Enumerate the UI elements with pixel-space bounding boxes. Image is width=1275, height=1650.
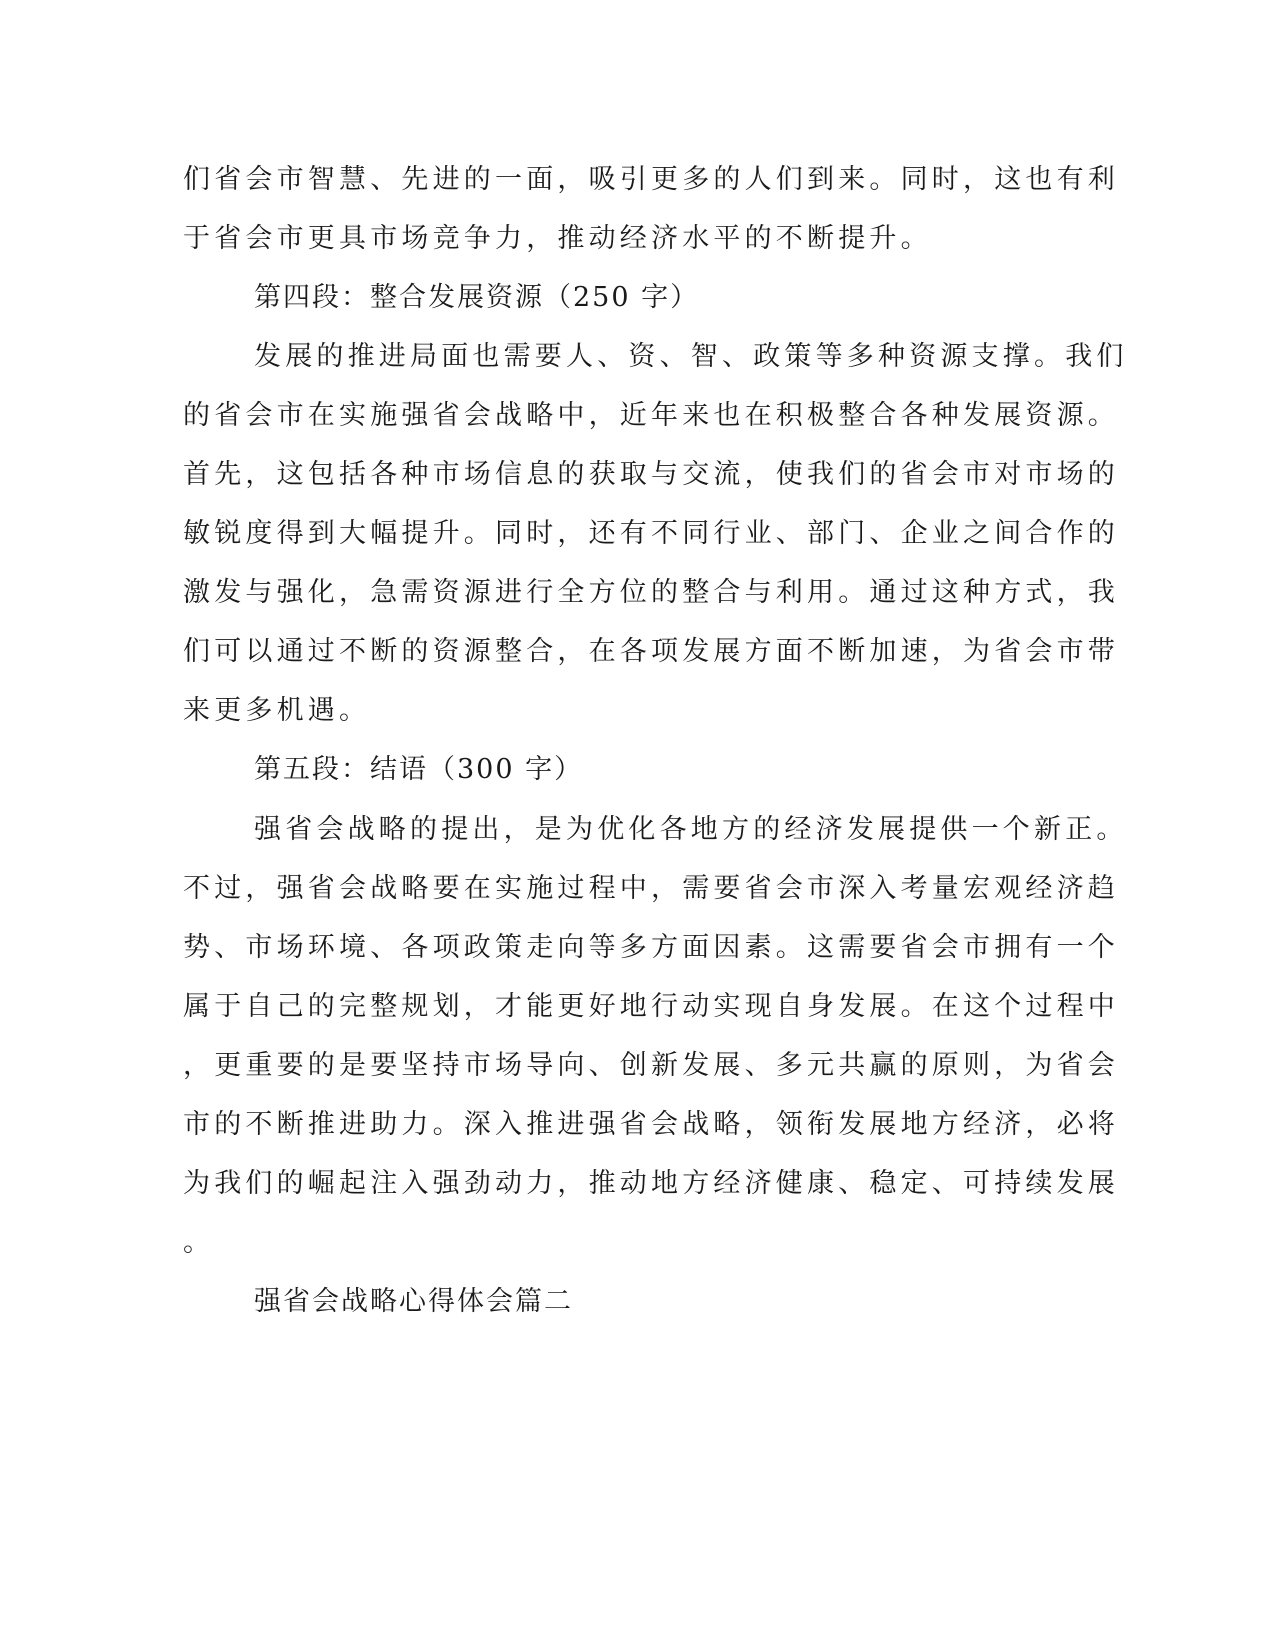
body-text-line: 们省会市智慧、先进的一面，吸引更多的人们到来。同时，这也有利 [183,164,1119,195]
body-text-line: 的省会市在实施强省会战略中，近年来也在积极整合各种发展资源。 [183,400,1119,431]
body-text-line: 势、市场环境、各项政策走向等多方面因素。这需要省会市拥有一个 [183,932,1119,963]
body-text-line: 敏锐度得到大幅提升。同时，还有不同行业、部门、企业之间合作的 [183,518,1119,549]
body-text-line: 为我们的崛起注入强劲动力，推动地方经济健康、稳定、可持续发展 [183,1168,1119,1199]
body-text-line: 们可以通过不断的资源整合，在各项发展方面不断加速，为省会市带 [183,636,1119,667]
body-text-line: 不过，强省会战略要在实施过程中，需要省会市深入考量宏观经济趋 [183,873,1119,904]
article-title-part-two: 强省会战略心得体会篇二 [254,1286,573,1317]
body-text-line: 发展的推进局面也需要人、资、智、政策等多种资源支撑。我们 [254,341,1128,372]
body-text-line: 激发与强化，急需资源进行全方位的整合与利用。通过这种方式，我 [183,577,1119,608]
body-text-line: 首先，这包括各种市场信息的获取与交流，使我们的省会市对市场的 [183,459,1119,490]
body-text-line: 属于自己的完整规划，才能更好地行动实现自身发展。在这个过程中 [183,991,1119,1022]
body-text-line: 强省会战略的提出，是为优化各地方的经济发展提供一个新正。 [254,814,1128,845]
body-text-line: ，更重要的是要坚持市场导向、创新发展、多元共赢的原则，为省会 [183,1050,1119,1081]
section-heading-4: 第四段：整合发展资源（250 字） [254,282,700,313]
body-text-line: 市的不断推进助力。深入推进强省会战略，领衔发展地方经济，必将 [183,1109,1119,1140]
body-text-line: 于省会市更具市场竞争力，推动经济水平的不断提升。 [183,223,932,254]
body-text-line: 。 [183,1227,215,1258]
body-text-line: 来更多机遇。 [183,695,371,726]
section-heading-5: 第五段：结语（300 字） [254,754,584,785]
